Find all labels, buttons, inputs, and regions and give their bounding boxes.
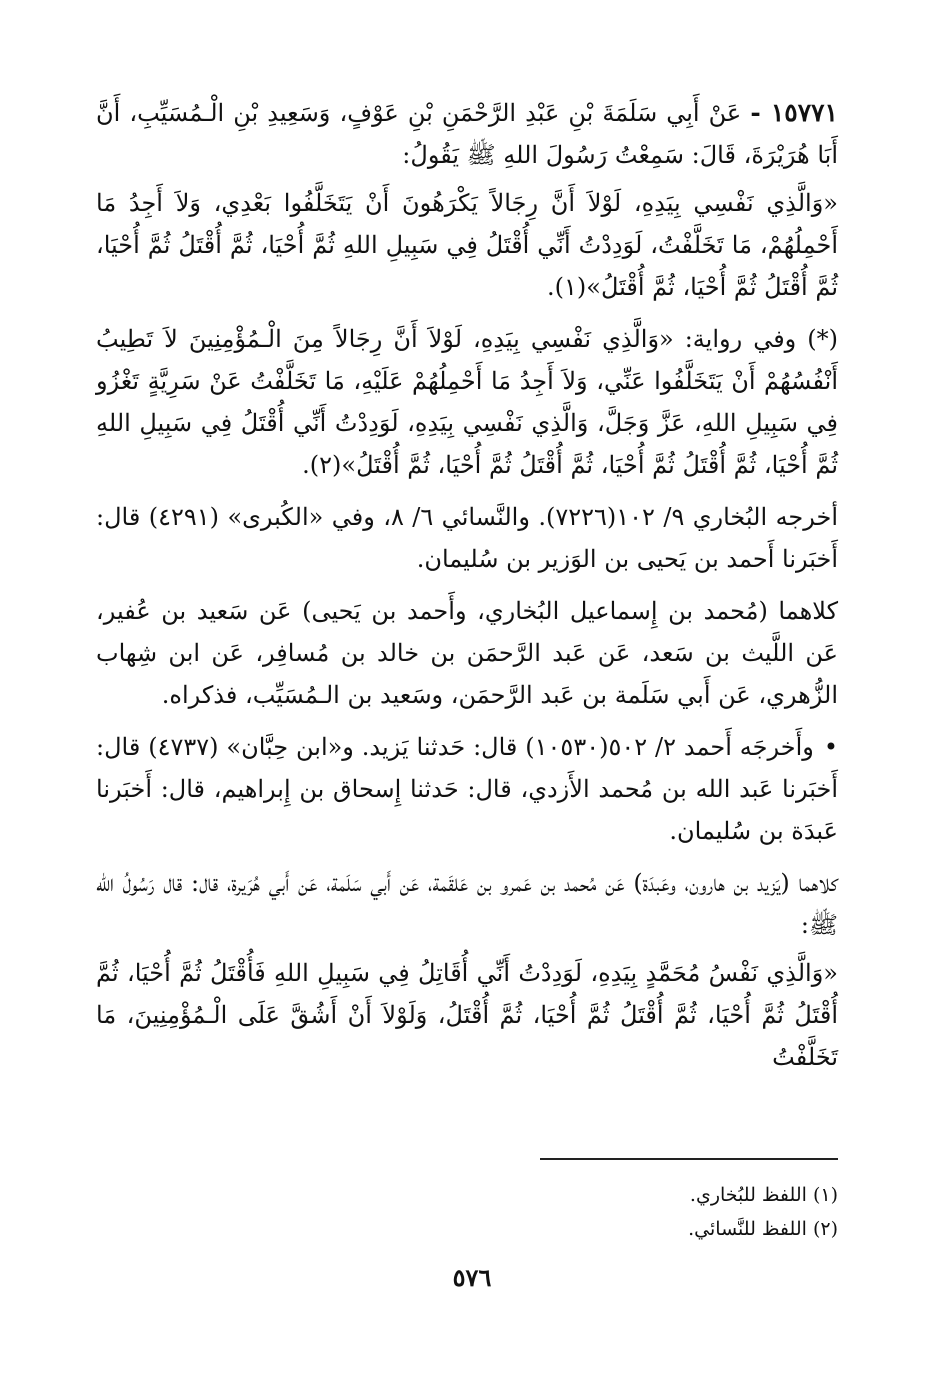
footnotes	[96, 1178, 838, 1246]
footnote-2: (٢) اللفظ للنَّسائي.	[688, 1218, 838, 1240]
chain-one: كلاهما (مُحمد بن إِسماعيل البُخاري، وأَحمد بن يَحيى) عَن سَعيد بن عُفير، عَن اللَّيث بن سَعد، عَن عَبد الرَّحمَن بن خالد بن مُسافِر، عَن ابن شِهاب الزُّهري، عَن أَبي سَلَمة بن عَبد الرَّحمَن، وسَعيد بن الـمُسَيِّب، فذكراه.	[96, 597, 838, 709]
takhrij-bukhari: أخرجه البُخاري ٩/ ١٠٢(٧٢٢٦). والنَّسائي ٦/ ٨، وفي «الكُبرى» (٤٢٩١) قال: أَخبَرنا أَحمد بن يَحيى بن الوَزير بن سُليمان.	[96, 503, 839, 573]
takhrij-ahmad	[96, 726, 838, 852]
hadith-header	[96, 92, 838, 176]
chain-two: كلاهما (يَزيد بن هارون، وعَبدَة) عَن مُحمد بن عَمرو بن عَلقَمة، عَن أَبي سَلَمة، عَن أَبي هُرَيرة، قال: قال رَسُولُ الله ﷺ:	[96, 869, 838, 939]
hadith-isnad: عَنْ أَبِي سَلَمَةَ بْنِ عَبْدِ الرَّحْمَنِ بْنِ عَوْفٍ، وَسَعِيدِ بْنِ الْـمُسَيِّبِ، أَنَّ أَبَا هُرَيْرَةَ، قَالَ: سَمِعْتُ رَسُولَ اللهِ ﷺ يَقُولُ:	[96, 99, 838, 169]
hadith-matn-two: «وَالَّذِي نَفْسُ مُحَمَّدٍ بِيَدِهِ، لَوَدِدْتُ أَنِّي أُقَاتِلُ فِي سَبِيلِ اللهِ فَأُقْتَلُ ثُمَّ أُحْيَا، ثُمَّ أُقْتَلُ ثُمَّ أُحْيَا، ثُمَّ أُقْتَلُ ثُمَّ أُحْيَا، ثُمَّ أُقْتَلُ، وَلَوْلاَ أَنْ أَشُقَّ عَلَى الْـمُؤْمِنِينَ، مَا تَخَلَّفْتُ	[96, 959, 838, 1071]
hadith-riwaya: (*) وفي رواية: «وَالَّذِي نَفْسِي بِيَدِهِ، لَوْلاَ أَنَّ رِجَالاً مِنَ الْـمُؤْمِنِينَ لاَ تَطِيبُ أَنْفُسُهُمْ أَنْ يَتَخَلَّفُوا عَنِّي، وَلاَ أَجِدُ مَا أَحْمِلُهُمْ عَلَيْهِ، مَا تَخَلَّفْتُ عَنْ سَرِيَّةٍ تَغْزُو فِي سَبِيلِ اللهِ، عَزَّ وَجَلَّ، وَالَّذِي نَفْسِي بِيَدِهِ، لَوَدِدْتُ أَنِّي أُقْتَلُ فِي سَبِيلِ اللهِ ثُمَّ أُحْيَا، ثُمَّ أُقْتَلُ ثُمَّ أُحْيَا، ثُمَّ أُقْتَلُ ثُمَّ أُحْيَا، ثُمَّ أُقْتَلُ»(٢).	[96, 325, 838, 479]
hadith-matn: «وَالَّذِي نَفْسِي بِيَدِهِ، لَوْلاَ أَنَّ رِجَالاً يَكْرَهُونَ أَنْ يَتَخَلَّفُوا بَعْدِي، وَلاَ أَجِدُ مَا أَحْمِلُهُمْ، مَا تَخَلَّفْتُ، لَوَدِدْتُ أَنِّي أُقْتَلُ فِي سَبِيلِ اللهِ ثُمَّ أُحْيَا، ثُمَّ أُقْتَلُ ثُمَّ أُحْيَا، ثُمَّ أُقْتَلُ ثُمَّ أُحْيَا، ثُمَّ أُقْتَلُ»(١).	[96, 189, 838, 301]
page-number: ٥٧٦	[452, 1263, 492, 1292]
footnote-1: (١) اللفظ للبُخاري.	[689, 1184, 838, 1206]
page-body	[96, 92, 838, 1088]
bullet-icon: •	[823, 733, 838, 761]
footnote-divider	[540, 1158, 838, 1160]
takhrij-ahmad-text: وأَخرجَه أَحمد ٢/ ٥٠٢(١٠٥٣٠) قال: حَدثنا يَزيد. و«ابن حِبَّان» (٤٧٣٧) قال: أَخبَرنا عَبد الله بن مُحمد الأَزدي، قال: حَدثنا إِسحاق بن إِبراهيم، قال: أَخبَرنا عَبدَة بن سُليمان.	[96, 733, 838, 845]
hadith-number: ١٥٧٧١ -	[750, 98, 838, 127]
